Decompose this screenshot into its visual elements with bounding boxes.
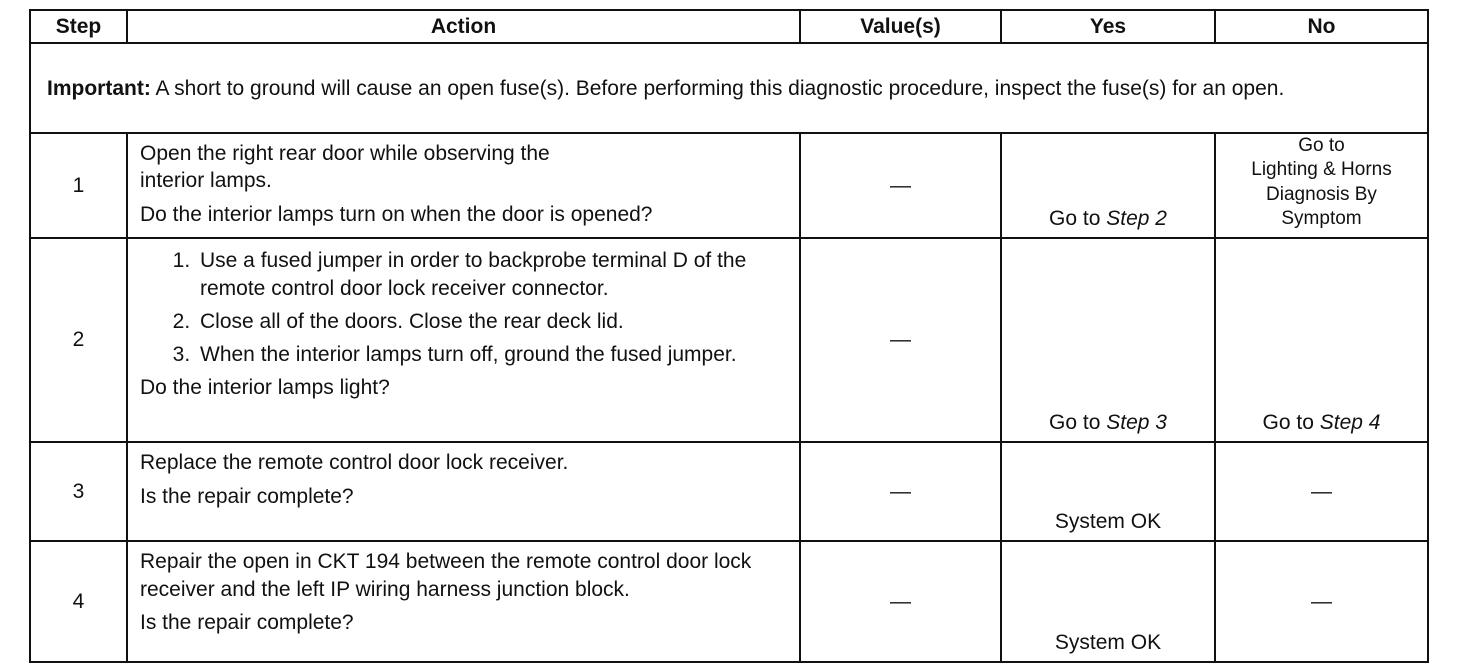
yes-cell xyxy=(1001,238,1215,442)
no-line: Symptom xyxy=(1281,207,1362,229)
step-number: 1 xyxy=(30,133,127,238)
value-cell: — xyxy=(800,442,1001,541)
action-cell xyxy=(127,541,800,662)
action-question: Is the repair complete? xyxy=(140,610,354,634)
header-no: No xyxy=(1215,10,1428,43)
action-step-item: 3. When the interior lamps turn off, ground the fused jumper. xyxy=(196,341,787,368)
action-line: interior lamps. xyxy=(140,169,272,193)
diagnostic-table xyxy=(29,9,1429,663)
step-number: 3 xyxy=(30,442,127,541)
yes-cell xyxy=(1001,133,1215,238)
action-steps-list xyxy=(140,247,787,368)
action-text: Replace the remote control door lock receiver. xyxy=(140,451,569,475)
table-row xyxy=(30,541,1428,662)
action-step-item: 2. Close all of the doors. Close the rear deck lid. xyxy=(196,308,787,335)
important-note xyxy=(30,43,1428,133)
action-question: Do the interior lamps light? xyxy=(140,376,390,400)
action-text: Repair the open in CKT 194 between the remote control door lock receiver and the left IP wiring harness junction block. xyxy=(140,550,752,601)
table-row xyxy=(30,442,1428,541)
table-row xyxy=(30,238,1428,442)
value-cell: — xyxy=(800,133,1001,238)
action-cell xyxy=(127,238,800,442)
no-line: Go to xyxy=(1298,135,1345,156)
important-text: A short to ground will cause an open fuse(s). Before performing this diagnostic procedure, inspect the fuse(s) for an open. xyxy=(150,77,1285,101)
no-line: Diagnosis By xyxy=(1266,183,1377,205)
yes-cell: System OK xyxy=(1001,541,1215,662)
no-prefix: Go to xyxy=(1262,411,1320,435)
no-line: Lighting & Horns xyxy=(1251,159,1392,181)
important-label: Important: xyxy=(47,77,151,101)
no-step-link: Step 4 xyxy=(1319,411,1381,435)
yes-cell: System OK xyxy=(1001,442,1215,541)
step-number: 4 xyxy=(30,541,127,662)
value-cell: — xyxy=(800,541,1001,662)
yes-prefix: Go to xyxy=(1049,207,1107,231)
action-step-item: 1. Use a fused jumper in order to backprobe terminal D of the remote control door lock receiver connector. xyxy=(196,247,787,302)
action-cell xyxy=(127,133,800,238)
action-question: Is the repair complete? xyxy=(140,484,354,508)
action-cell xyxy=(127,442,800,541)
header-step: Step xyxy=(30,10,127,43)
no-cell xyxy=(1215,133,1428,238)
header-values: Value(s) xyxy=(800,10,1001,43)
no-cell xyxy=(1215,238,1428,442)
yes-step-link: Step 3 xyxy=(1106,411,1167,435)
header-yes: Yes xyxy=(1001,10,1215,43)
header-action: Action xyxy=(127,10,800,43)
action-line: Open the right rear door while observing the xyxy=(140,142,550,165)
yes-prefix: Go to xyxy=(1049,411,1107,435)
yes-step-link: Step 2 xyxy=(1106,207,1167,231)
action-text xyxy=(140,140,787,195)
value-cell: — xyxy=(800,238,1001,442)
step-number: 2 xyxy=(30,238,127,442)
important-row xyxy=(30,43,1428,133)
header-row xyxy=(30,10,1428,43)
no-cell: — xyxy=(1215,541,1428,662)
action-question: Do the interior lamps turn on when the door is opened? xyxy=(140,202,653,226)
table-row xyxy=(30,133,1428,238)
no-cell: — xyxy=(1215,442,1428,541)
